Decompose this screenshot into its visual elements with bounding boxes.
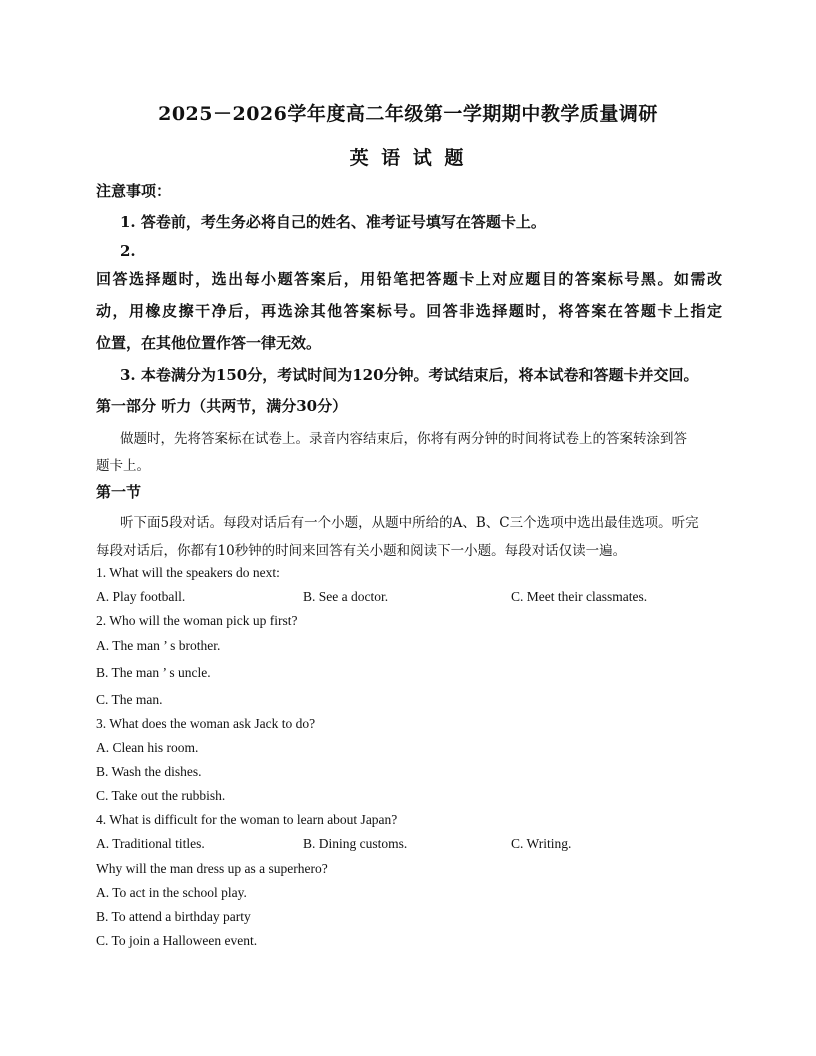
- question-2-option-a: A. The man ’ s brother.: [96, 638, 221, 653]
- question-3-stem: 3. What does the woman ask Jack to do?: [96, 716, 316, 731]
- notice-item-2-line-1: 回答选择题时，选出每小题答案后，用铅笔把答题卡上对应题目的答案标号黑。如需改: [96, 270, 722, 288]
- question-5-stem: Why will the man dress up as a superhero?: [96, 861, 328, 876]
- notice-heading: 注意事项：: [96, 182, 172, 200]
- notice-item-2-line-2: 动，用橡皮擦干净后，再选涂其他答案标号。回答非选择题时，将答案在答题卡上指定: [96, 302, 722, 320]
- question-4-option-a: A. Traditional titles.: [96, 836, 205, 851]
- notice-item-2-number: 2.: [120, 242, 136, 260]
- question-4-option-c: C. Writing.: [511, 836, 572, 851]
- part1-intro-line-1: 做题时，先将答案标在试卷上。录音内容结束后，你将有两分钟的时间将试卷上的答案转涂到答: [120, 431, 687, 447]
- part1-heading: 第一部分 听力（共两节，满分30分）: [96, 397, 348, 415]
- question-5-option-a: A. To act in the school play.: [96, 885, 247, 900]
- question-4-stem: 4. What is difficult for the woman to learn about Japan?: [96, 812, 398, 827]
- question-1-stem: 1. What will the speakers do next:: [96, 565, 280, 580]
- question-1-option-a: A. Play football.: [96, 589, 186, 604]
- part1-intro-line-2: 题卡上。: [96, 458, 150, 474]
- question-3-option-c: C. Take out the rubbish.: [96, 788, 226, 803]
- question-5-option-b: B. To attend a birthday party: [96, 909, 251, 924]
- notice-item-2-line-3: 位置，在其他位置作答一律无效。: [96, 334, 322, 352]
- section1-heading: 第一节: [96, 483, 142, 501]
- exam-subtitle: 英 语 试 题: [349, 147, 467, 169]
- question-5-option-c: C. To join a Halloween event.: [96, 933, 258, 948]
- section1-intro-line-1: 听下面5段对话。每段对话后有一个小题，从题中所给的A、B、C三个选项中选出最佳选项。听完: [120, 515, 699, 531]
- notice-item-3: 3. 本卷满分为150分，考试时间为120分钟。考试结束后，将本试卷和答题卡并交回。: [120, 366, 699, 384]
- exam-title: 2025－2026学年度高二年级第一学期期中教学质量调研: [158, 103, 658, 125]
- question-3-option-a: A. Clean his room.: [96, 740, 199, 755]
- question-1-option-b: B. See a doctor.: [303, 589, 389, 604]
- question-3-option-b: B. Wash the dishes.: [96, 764, 202, 779]
- question-1-option-c: C. Meet their classmates.: [511, 589, 648, 604]
- question-2-option-b: B. The man ’ s uncle.: [96, 665, 211, 680]
- section1-intro-line-2: 每段对话后，你都有10秒钟的时间来回答有关小题和阅读下一小题。每段对话仅读一遍。: [96, 543, 627, 559]
- notice-item-1: 1. 答卷前，考生务必将自己的姓名、准考证号填写在答题卡上。: [120, 213, 546, 231]
- question-4-options: [96, 836, 722, 852]
- question-1-options: [96, 589, 722, 605]
- question-2-stem: 2. Who will the woman pick up first?: [96, 613, 298, 628]
- question-4-option-b: B. Dining customs.: [303, 836, 408, 851]
- question-2-option-c: C. The man.: [96, 692, 163, 707]
